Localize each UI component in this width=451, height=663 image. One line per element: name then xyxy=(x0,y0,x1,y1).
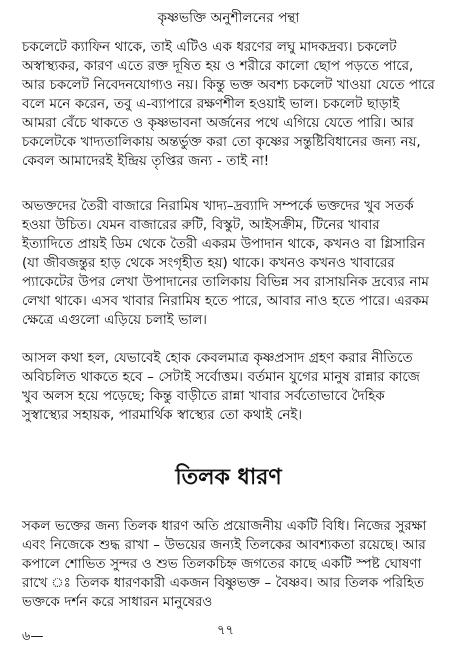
paragraph-chocolate: চকলেটে ক্যাফিন থাকে, তাই এটিও এক ধরণের লঘু মাদকদ্রব্য। চকলেট অস্বাস্থ্যকর, কারণ এতে রক্ত দূষিত হয় ও শরীরে কালো ছোপ পড়তে পারে, আর চকলেট নিবেদনযোগ্যও নয়। কিন্তু ভক্ত অবশ্য চকলেট খাওয়া যেতে পারে বলে মনে করেন, তবু এ-ব্যাপারে রক্ষণশীল হওয়াই ভাল। চকলেট ছাড়াই আমরা বেঁচে থাকতে ও কৃষ্ণভাবনা অর্জনের পথে এগিয়ে যেতে পারি। আর চকলেটকে খাদ্যতালিকায় অন্তর্ভুক্ত করা তো কৃষ্ণের সন্তুষ্টিবিধানের জন্য নয়, কেবল আমাদেরই ইন্দ্রিয় তৃপ্তির জন্য - তাই না! xyxy=(22,40,435,169)
page-number: ৭৭ xyxy=(217,623,234,638)
paragraph-market-foods: অভক্তদের তৈরী বাজারে নিরামিষ খাদ্য–দ্রব্যাদি সম্পর্কে ভক্তদের খুব সতর্ক হওয়া উচিত। যেমন বাজারের রুটি, বিস্কুট, আইসক্রীম, টিনের খাবার ইত্যাদিতে প্রায়ই ডিম থেকে তৈরী একরম উপাদান থাকে, কখনও বা গ্লিসারিন (যা জীবজন্তুর হাড় থেকে সংগৃহীত হয়) থাকে। কখনও কখনও খাবারের প্যাকেটের উপর লেখা উপাদানের তালিকায় বিভিন্ন সব রাসায়নিক দ্রব্যের নাম লেখা থাকে। এসব খাবার নিরামিষ হতে পারে, আবার নাও হতে পারে। এরকম ক্ষেত্রে এগুলো এড়িয়ে চলাই ভাল। xyxy=(22,199,429,328)
running-header: কৃষ্ণভক্তি অনুশীলনের পন্থা xyxy=(157,10,300,26)
paragraph-tilak: সকল ভক্তের জন্য তিলক ধারণ অতি প্রয়োজনীয় একটি বিধি। নিজের সুরক্ষা এবং নিজেকে শুদ্ধ রাখা – উভয়ের জন্যই তিলকের আবশ্যকতা রয়েছে। আর কপালে শোভিত সুন্দর ও শুভ তিলকচিহ্ন জগতের কাছে একটি স্পষ্ট ঘোষণা রাখে ঃ তিলক ধারণকারী একজন বিষ্ণুভক্ত – বৈষ্ণব। আর তিলক পরিহিত ভক্তকে দর্শন করে সাধারন মানুষেরও xyxy=(22,519,427,610)
signature-mark: ৬— xyxy=(22,629,44,644)
section-heading-tilak: তিলক ধারণ xyxy=(175,465,282,490)
paragraph-prasadam: আসল কথা হল, যেভাবেই হোক কেবলমাত্র কৃষ্ণপ্রসাদ গ্রহণ করার নীতিতে অবিচলিত থাকতে হবে – সেটাই সর্বোত্তম। বর্তমান যুগের মানুষ রান্নার কাজে খুব অলস হয়ে পড়েছে; কিন্তু বাড়ীতে রান্না খাবার সর্বতোভাবে দৈহিক সুস্বাস্থ্যের সহায়ক, পারমার্থিক স্বাস্থ্যের তো কথাই নেই। xyxy=(22,351,420,423)
